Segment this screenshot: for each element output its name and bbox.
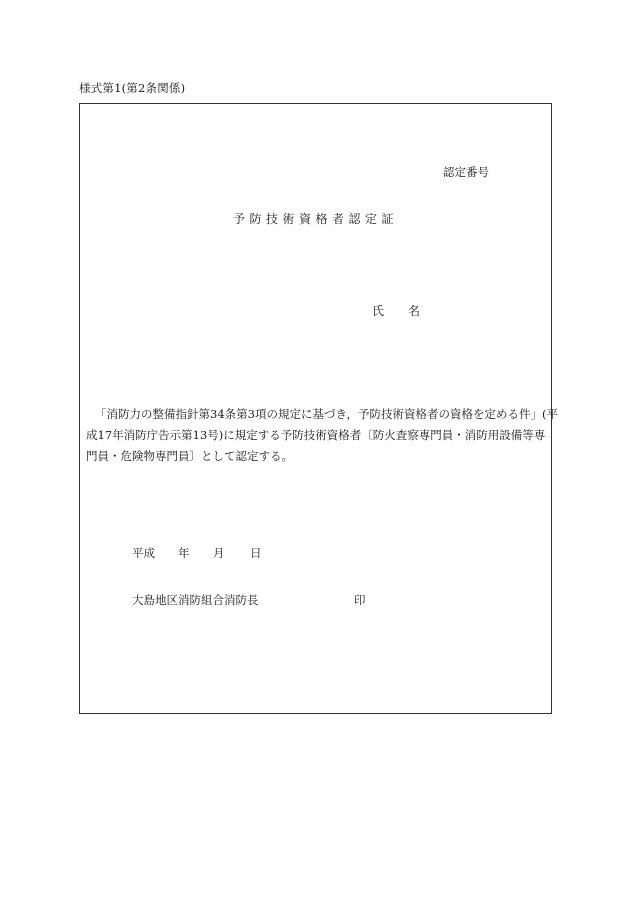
date-era: 平成 [132,546,155,560]
name-label-given: 名 [408,304,421,318]
seal-mark: 印 [354,593,366,607]
statement-line: 門員・危険物専門員〕として認定する。 [86,449,293,463]
date-year: 年 [178,546,190,560]
certificate-title: 予防技術資格者認定証 [233,212,399,226]
date-month: 月 [213,546,225,560]
statement-line: 「消防力の整備指針第34条第3項の規定に基づき，予防技術資格者の資格を定める件」(平 [95,407,558,421]
statement-line: 成17年消防庁告示第13号)に規定する予防技術資格者〔防火査察専門員・消防用設備等専 [86,428,546,442]
issuer-name: 大島地区消防組合消防長 [132,593,259,607]
name-label [372,302,420,319]
certification-number-label: 認定番号 [443,165,489,179]
issue-date [132,545,262,561]
name-label-surname: 氏 [372,304,385,318]
date-day: 日 [250,546,262,560]
form-label: 様式第1(第2条関係) [79,81,186,95]
certification-statement [86,404,558,467]
